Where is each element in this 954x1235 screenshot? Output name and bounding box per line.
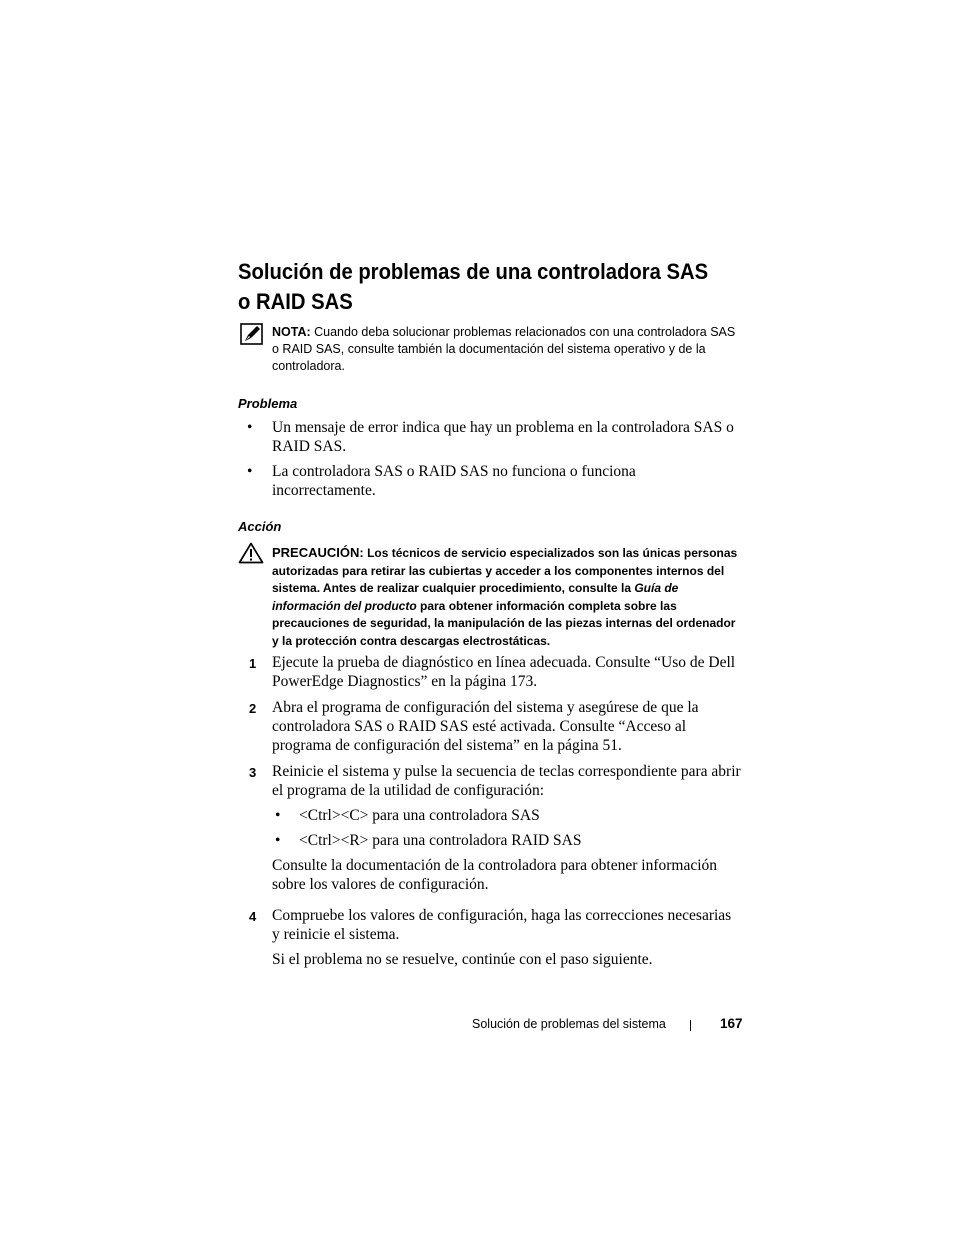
note-label: NOTA:	[272, 325, 311, 339]
caution-text	[272, 544, 742, 651]
key-sequence-list	[272, 806, 742, 850]
warning-triangle-icon	[238, 542, 264, 564]
list-item: • Un mensaje de error indica que hay un problema en la controladora SAS o RAID SAS.	[247, 419, 734, 455]
step-followup-text: Consulte la documentación de la controladora para obtener información sobre los valores de configuración.	[272, 857, 718, 893]
key-sequence-text: <Ctrl><R> para una controladora RAID SAS	[299, 832, 582, 849]
steps-list	[238, 653, 742, 976]
caution-body-1: Los técnicos de servicio especializados son las únicas personas autorizadas para retirar las cubiertas y acceder a los componentes internos del sistema. Antes de realizar cualquier procedimiento, consulte la	[272, 546, 738, 596]
step-text: Abra el programa de configuración del sistema y asegúrese de que la controladora SAS o RAID SAS esté activada. Consulte “Acceso al programa de configuración del sistema” en la página 51.	[272, 699, 699, 754]
step-text: Reinicie el sistema y pulse la secuencia de teclas correspondiente para abrir el programa de la utilidad de configuración:	[272, 763, 741, 799]
step-number: 1	[249, 656, 257, 671]
pencil-note-icon	[240, 323, 264, 345]
section-title: Solución de problemas de una controladora SAS o RAID SAS	[238, 259, 709, 314]
caution-label: PRECAUCIÓN:	[272, 545, 364, 560]
key-sequence-text: <Ctrl><C> para una controladora SAS	[299, 807, 540, 824]
list-item: • <Ctrl><R> para una controladora RAID SAS	[275, 832, 582, 849]
step-item	[238, 653, 742, 691]
problem-item-text: La controladora SAS o RAID SAS no funciona o funciona incorrectamente.	[272, 463, 636, 499]
caution-guide-title: Guía de información del producto	[272, 581, 679, 613]
step-item	[238, 698, 742, 755]
footer-divider	[690, 1020, 691, 1031]
action-heading: Acción	[238, 519, 282, 534]
step-number: 4	[249, 909, 257, 924]
list-item: • <Ctrl><C> para una controladora SAS	[275, 807, 540, 824]
step-item	[238, 762, 742, 894]
step-text: Ejecute la prueba de diagnóstico en línea adecuada. Consulte “Uso de Dell PowerEdge Diagnostics” en la página 173.	[272, 654, 736, 690]
note-text	[272, 324, 742, 375]
step-item	[238, 906, 742, 969]
caution-body-2: para obtener información completa sobre las precauciones de seguridad, la manipulación de las piezas internas del ordenador y la protección contra descargas electrostáticas.	[272, 598, 736, 648]
note-body: Cuando deba solucionar problemas relacionados con una controladora SAS o RAID SAS, consulte también la documentación del sistema operativo y de la controladora.	[272, 325, 736, 373]
step-followup-text: Si el problema no se resuelve, continúe con el paso siguiente.	[272, 951, 653, 968]
step-number: 2	[249, 701, 257, 716]
footer-section-title: Solución de problemas del sistema	[472, 1017, 666, 1031]
problem-list	[238, 418, 738, 506]
page-number: 167	[720, 1016, 743, 1031]
problem-heading: Problema	[238, 396, 298, 411]
step-number: 3	[249, 765, 257, 780]
problem-item-text: Un mensaje de error indica que hay un problema en la controladora SAS o RAID SAS.	[272, 419, 734, 455]
step-text: Compruebe los valores de configuración, haga las correcciones necesarias y reinicie el sistema.	[272, 907, 732, 943]
list-item: • La controladora SAS o RAID SAS no funciona o funciona incorrectamente.	[247, 463, 636, 499]
